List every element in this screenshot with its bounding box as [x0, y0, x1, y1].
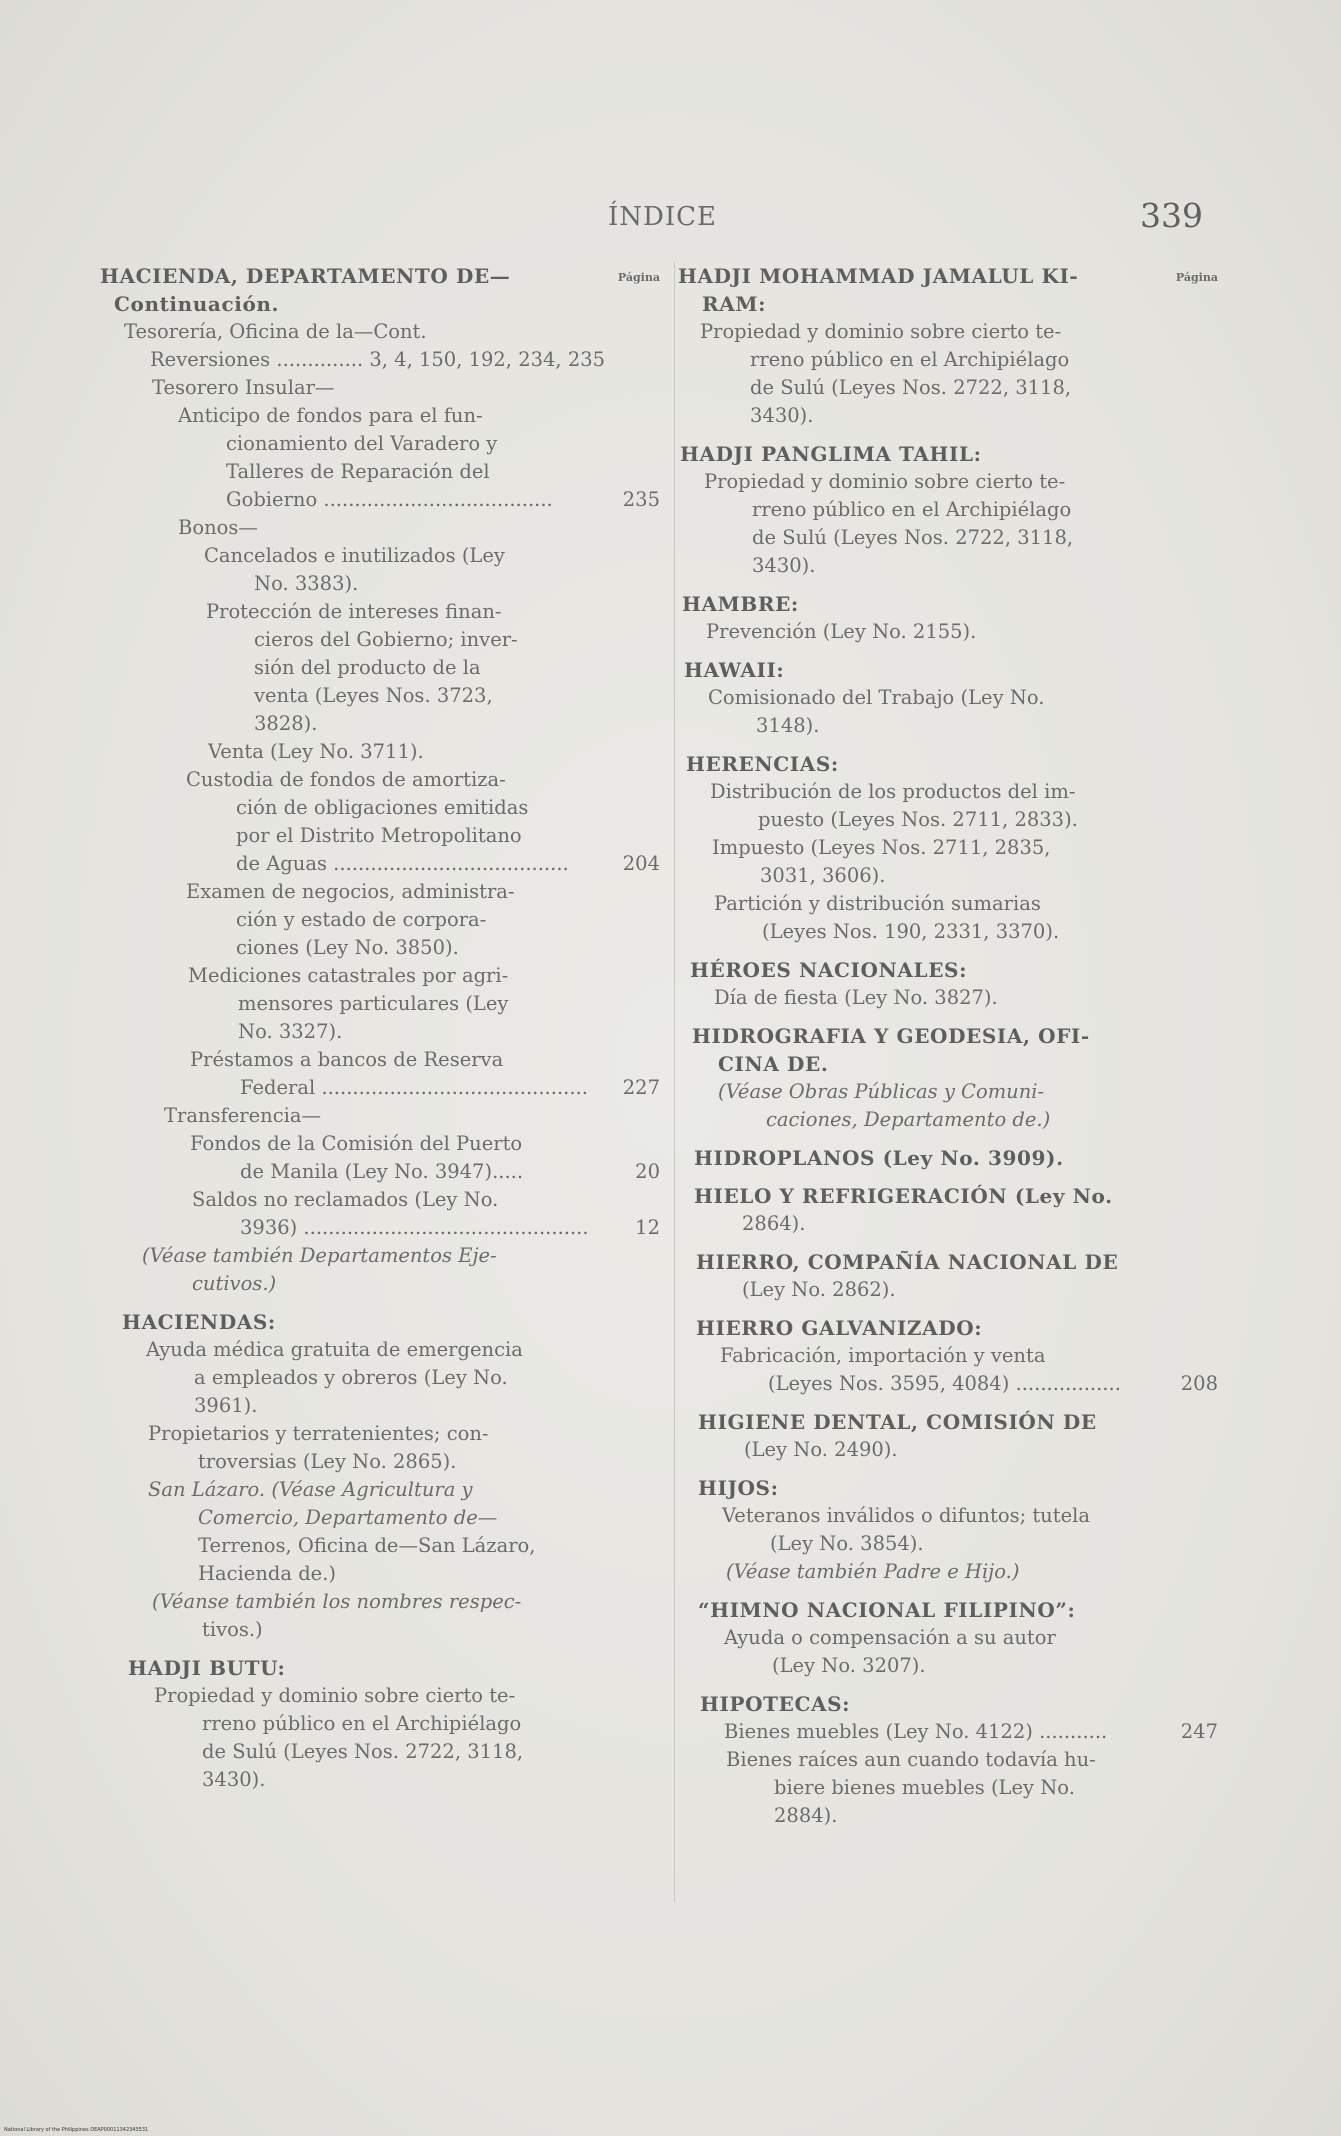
entry-text: de Sulú (Leyes Nos. 2722, 3118, — [750, 376, 1072, 399]
entry-text: rreno público en el Archipiélago — [752, 498, 1072, 521]
entry-text: 3828). — [254, 712, 318, 735]
index-line — [678, 890, 1218, 918]
entry-text: HIPOTECAS: — [700, 1692, 851, 1716]
entry-text: Impuesto (Leyes Nos. 2711, 2835, — [712, 836, 1051, 859]
index-line — [100, 766, 660, 794]
pagina-column-label: Página — [1175, 271, 1218, 284]
index-line — [100, 1448, 660, 1476]
entry-text: rreno público en el Archipiélago — [750, 348, 1070, 371]
entry-text: (Véase también Departamentos Eje- — [142, 1244, 497, 1267]
index-heading — [678, 1408, 1218, 1436]
entry-gap — [678, 646, 1218, 656]
index-line — [678, 834, 1218, 862]
entry-text: (Ley No. 3854). — [770, 1532, 924, 1555]
entry-text: ción de obligaciones emitidas — [236, 796, 529, 819]
entry-text: a empleados y obreros (Ley No. — [194, 1366, 508, 1389]
index-heading — [678, 1248, 1218, 1276]
entry-text: Gobierno ..................................... — [226, 488, 553, 511]
index-line — [100, 1046, 660, 1074]
entry-text: sión del producto de la — [254, 656, 481, 679]
entry-gap — [678, 740, 1218, 750]
index-line — [100, 850, 660, 878]
page-reference: 247 — [1180, 1720, 1218, 1743]
entry-text: Bienes raíces aun cuando todavía hu- — [726, 1748, 1096, 1771]
index-line — [678, 1106, 1218, 1134]
index-heading — [100, 290, 660, 318]
index-line — [678, 618, 1218, 646]
entry-text: puesto (Leyes Nos. 2711, 2833). — [758, 808, 1078, 831]
entry-text: HIDROPLANOS (Ley No. 3909). — [694, 1146, 1064, 1170]
entry-text: HACIENDAS: — [122, 1310, 276, 1334]
entry-text: Día de fiesta (Ley No. 3827). — [714, 986, 998, 1009]
index-line — [100, 318, 660, 346]
entry-text: Ayuda o compensación a su autor — [724, 1626, 1056, 1649]
entry-text: mensores particulares (Ley — [238, 992, 509, 1015]
entry-text: HERENCIAS: — [686, 752, 839, 776]
entry-text: HIGIENE DENTAL, COMISIÓN DE — [698, 1410, 1097, 1434]
entry-text: Venta (Ley No. 3711). — [208, 740, 424, 763]
entry-text: 2884). — [774, 1804, 838, 1827]
index-heading — [678, 1182, 1218, 1210]
entry-text: HÉROES NACIONALES: — [690, 958, 968, 982]
index-heading — [678, 656, 1218, 684]
index-line — [678, 1342, 1218, 1370]
entry-text: 3430). — [202, 1768, 266, 1791]
index-heading — [678, 1050, 1218, 1078]
index-line — [678, 712, 1218, 740]
index-line — [678, 1746, 1218, 1774]
index-line — [100, 458, 660, 486]
entry-text: venta (Leyes Nos. 3723, — [254, 684, 493, 707]
entry-gap — [678, 1464, 1218, 1474]
index-line — [100, 1504, 660, 1532]
index-line — [100, 934, 660, 962]
entry-text: (Véanse también los nombres respec- — [152, 1590, 522, 1613]
entry-text: Fabricación, importación y venta — [720, 1344, 1046, 1367]
index-heading — [678, 290, 1218, 318]
entry-gap — [100, 1298, 660, 1308]
entry-gap — [678, 1172, 1218, 1182]
column-divider — [674, 262, 675, 1902]
entry-text: Reversiones .............. 3, 4, 150, 192, 234, 235 — [150, 348, 606, 371]
page-reference: 235 — [622, 488, 660, 511]
entry-text: 2864). — [742, 1212, 806, 1235]
index-heading — [678, 1474, 1218, 1502]
index-heading — [678, 262, 1218, 290]
index-line — [100, 1102, 660, 1130]
entry-text: Mediciones catastrales por agri- — [188, 964, 509, 987]
index-line — [100, 1476, 660, 1504]
index-heading — [678, 1690, 1218, 1718]
entry-text: No. 3327). — [238, 1020, 343, 1043]
entry-text: ciones (Ley No. 3850). — [236, 936, 459, 959]
index-line — [100, 486, 660, 514]
entry-text: Terrenos, Oficina de—San Lázaro, — [198, 1534, 536, 1557]
index-heading — [678, 750, 1218, 778]
index-line — [100, 738, 660, 766]
index-line — [100, 598, 660, 626]
left-column — [100, 262, 660, 1794]
index-line — [678, 1652, 1218, 1680]
entry-text: RAM: — [702, 292, 767, 316]
entry-text: Prevención (Ley No. 2155). — [706, 620, 977, 643]
entry-gap — [100, 1644, 660, 1654]
index-line — [100, 1364, 660, 1392]
index-heading — [678, 590, 1218, 618]
pagina-column-label: Página — [617, 271, 660, 284]
entry-text: Comisionado del Trabajo (Ley No. — [708, 686, 1045, 709]
index-line — [678, 984, 1218, 1012]
index-line — [100, 906, 660, 934]
entry-text: HAWAII: — [684, 658, 785, 682]
index-line — [100, 682, 660, 710]
index-line — [100, 878, 660, 906]
index-line — [100, 1616, 660, 1644]
entry-text: (Leyes Nos. 190, 2331, 3370). — [762, 920, 1060, 943]
entry-text: HIERRO GALVANIZADO: — [696, 1316, 983, 1340]
entry-text: (Véase también Padre e Hijo.) — [726, 1560, 1020, 1583]
entry-text: Propiedad y dominio sobre cierto te- — [700, 320, 1062, 343]
entry-text: Protección de intereses finan- — [206, 600, 502, 623]
index-line — [100, 402, 660, 430]
index-line — [100, 1270, 660, 1298]
entry-text: HIJOS: — [698, 1476, 779, 1500]
index-line — [100, 1710, 660, 1738]
page-number: 339 — [1140, 196, 1203, 235]
index-line — [100, 962, 660, 990]
index-line — [100, 1738, 660, 1766]
index-line — [678, 374, 1218, 402]
index-line — [100, 570, 660, 598]
index-line — [678, 1436, 1218, 1464]
index-line — [100, 1018, 660, 1046]
entry-text: Talleres de Reparación del — [226, 460, 490, 483]
entry-text: HAMBRE: — [682, 592, 799, 616]
index-line — [100, 430, 660, 458]
entry-text: 3936) .............................................. — [240, 1216, 589, 1239]
entry-text: Comercio, Departamento de— — [198, 1506, 498, 1529]
entry-text: HIELO Y REFRIGERACIÓN (Ley No. — [694, 1184, 1113, 1208]
entry-text: Hacienda de.) — [198, 1562, 337, 1585]
entry-text: ción y estado de corpora- — [236, 908, 487, 931]
index-line — [100, 1532, 660, 1560]
index-line — [678, 1276, 1218, 1304]
entry-text: (Ley No. 3207). — [772, 1654, 926, 1677]
index-line — [100, 1214, 660, 1242]
entry-text: Distribución de los productos del im- — [710, 780, 1076, 803]
entry-text: tivos.) — [202, 1618, 263, 1641]
entry-text: 3148). — [756, 714, 820, 737]
index-line — [100, 542, 660, 570]
index-heading — [678, 1314, 1218, 1342]
entry-text: por el Distrito Metropolitano — [236, 824, 522, 847]
index-line — [678, 1624, 1218, 1652]
entry-text: CINA DE. — [718, 1052, 829, 1076]
entry-text: Bonos— — [178, 516, 258, 539]
index-line — [678, 1774, 1218, 1802]
entry-text: Veteranos inválidos o difuntos; tutela — [722, 1504, 1090, 1527]
index-line — [678, 1210, 1218, 1238]
entry-text: HIERRO, COMPAÑÍA NACIONAL DE — [696, 1250, 1119, 1274]
index-line — [100, 1420, 660, 1448]
index-line — [100, 1186, 660, 1214]
index-line — [678, 684, 1218, 712]
index-heading — [678, 440, 1218, 468]
entry-text: No. 3383). — [254, 572, 359, 595]
entry-text: 3961). — [194, 1394, 258, 1417]
page-reference: 208 — [1180, 1372, 1218, 1395]
entry-text: HIDROGRAFIA Y GEODESIA, OFI- — [692, 1024, 1090, 1048]
entry-text: Ayuda médica gratuita de emergencia — [146, 1338, 523, 1361]
page-reference: 20 — [635, 1160, 660, 1183]
index-line — [100, 346, 660, 374]
index-line — [678, 862, 1218, 890]
index-line — [678, 468, 1218, 496]
entry-gap — [678, 1134, 1218, 1144]
page-title: ÍNDICE — [608, 202, 718, 232]
index-line — [100, 710, 660, 738]
page-reference: 12 — [635, 1216, 660, 1239]
index-line — [678, 1718, 1218, 1746]
index-line — [678, 806, 1218, 834]
index-heading — [100, 262, 660, 290]
entry-text: (Leyes Nos. 3595, 4084) ................. — [768, 1372, 1121, 1395]
index-line — [100, 1130, 660, 1158]
index-line — [100, 1682, 660, 1710]
index-line — [678, 524, 1218, 552]
entry-text: Tesorería, Oficina de la—Cont. — [124, 320, 427, 343]
entry-text: HADJI BUTU: — [128, 1656, 286, 1680]
entry-text: de Aguas ...................................... — [236, 852, 569, 875]
entry-gap — [678, 1238, 1218, 1248]
entry-text: Propiedad y dominio sobre cierto te- — [154, 1684, 516, 1707]
entry-text: de Sulú (Leyes Nos. 2722, 3118, — [202, 1740, 524, 1763]
entry-text: Saldos no reclamados (Ley No. — [192, 1188, 499, 1211]
index-line — [100, 626, 660, 654]
entry-gap — [678, 946, 1218, 956]
footer-stamp: National Library of the Philippines DEAP00011342343531 — [4, 2127, 149, 2133]
index-line — [678, 318, 1218, 346]
index-line — [100, 374, 660, 402]
entry-gap — [678, 1398, 1218, 1408]
index-line — [100, 1588, 660, 1616]
index-line — [678, 552, 1218, 580]
entry-text: HACIENDA, DEPARTAMENTO DE— — [100, 264, 511, 288]
entry-text: Transferencia— — [164, 1104, 321, 1127]
entry-text: caciones, Departamento de.) — [766, 1108, 1051, 1131]
entry-text: Custodia de fondos de amortiza- — [186, 768, 506, 791]
entry-text: Continuación. — [114, 292, 280, 316]
index-heading — [678, 1022, 1218, 1050]
index-line — [100, 1392, 660, 1420]
index-line — [678, 496, 1218, 524]
index-line — [678, 778, 1218, 806]
index-heading — [100, 1308, 660, 1336]
index-line — [100, 514, 660, 542]
entry-text: Tesorero Insular— — [152, 376, 335, 399]
index-line — [100, 1158, 660, 1186]
index-line — [100, 1766, 660, 1794]
index-heading — [678, 1144, 1218, 1172]
page-reference: 204 — [622, 852, 660, 875]
entry-text: Fondos de la Comisión del Puerto — [190, 1132, 523, 1155]
index-line — [100, 1242, 660, 1270]
entry-gap — [678, 1012, 1218, 1022]
entry-text: (Véase Obras Públicas y Comuni- — [718, 1080, 1045, 1103]
entry-text: cutivos.) — [192, 1272, 277, 1295]
index-line — [100, 794, 660, 822]
entry-text: Propiedad y dominio sobre cierto te- — [704, 470, 1066, 493]
index-heading — [678, 956, 1218, 984]
entry-text: 3430). — [750, 404, 814, 427]
index-line — [100, 990, 660, 1018]
entry-text: “HIMNO NACIONAL FILIPINO”: — [698, 1598, 1076, 1622]
index-heading — [678, 1596, 1218, 1624]
entry-text: troversias (Ley No. 2865). — [198, 1450, 457, 1473]
index-line — [678, 1802, 1218, 1830]
index-line — [100, 822, 660, 850]
entry-gap — [678, 1586, 1218, 1596]
entry-text: Bienes muebles (Ley No. 4122) ........... — [724, 1720, 1108, 1743]
index-line — [678, 918, 1218, 946]
entry-text: de Manila (Ley No. 3947)..... — [240, 1160, 524, 1183]
entry-text: cionamiento del Varadero y — [226, 432, 498, 455]
index-line — [678, 1558, 1218, 1586]
entry-text: Partición y distribución sumarias — [714, 892, 1041, 915]
entry-text: 3031, 3606). — [760, 864, 886, 887]
entry-text: HADJI MOHAMMAD JAMALUL KI- — [678, 264, 1079, 288]
entry-text: (Ley No. 2490). — [744, 1438, 898, 1461]
entry-text: biere bienes muebles (Ley No. — [774, 1776, 1075, 1799]
index-line — [678, 1502, 1218, 1530]
index-line — [678, 1078, 1218, 1106]
entry-text: Propietarios y terratenientes; con- — [148, 1422, 489, 1445]
entry-text: Federal ........................................... — [240, 1076, 588, 1099]
index-line — [678, 1530, 1218, 1558]
entry-text: Anticipo de fondos para el fun- — [178, 404, 483, 427]
entry-text: Cancelados e inutilizados (Ley — [204, 544, 505, 567]
index-heading — [100, 1654, 660, 1682]
entry-text: cieros del Gobierno; inver- — [254, 628, 518, 651]
index-line — [100, 654, 660, 682]
index-line — [100, 1560, 660, 1588]
entry-text: Examen de negocios, administra- — [186, 880, 515, 903]
entry-text: HADJI PANGLIMA TAHIL: — [680, 442, 982, 466]
entry-text: 3430). — [752, 554, 816, 577]
right-column — [678, 262, 1218, 1830]
entry-gap — [678, 1680, 1218, 1690]
entry-gap — [678, 1304, 1218, 1314]
index-line — [678, 1370, 1218, 1398]
index-line — [100, 1336, 660, 1364]
entry-text: (Ley No. 2862). — [742, 1278, 896, 1301]
index-line — [678, 346, 1218, 374]
entry-text: Préstamos a bancos de Reserva — [190, 1048, 504, 1071]
entry-text: San Lázaro. (Véase Agricultura y — [148, 1478, 473, 1501]
page-reference: 227 — [622, 1076, 660, 1099]
entry-gap — [678, 430, 1218, 440]
entry-text: rreno público en el Archipiélago — [202, 1712, 522, 1735]
index-line — [678, 402, 1218, 430]
entry-text: de Sulú (Leyes Nos. 2722, 3118, — [752, 526, 1074, 549]
index-line — [100, 1074, 660, 1102]
entry-gap — [678, 580, 1218, 590]
